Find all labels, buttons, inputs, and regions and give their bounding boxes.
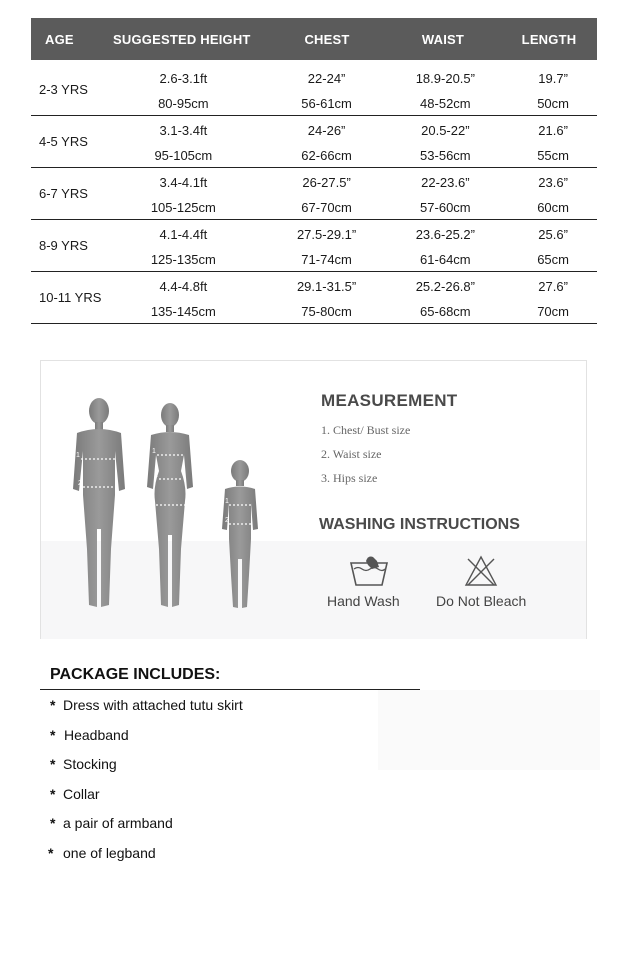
do-not-bleach-label: Do Not Bleach xyxy=(436,593,527,609)
height-ft-cell: 4.1-4.4ft xyxy=(159,227,208,242)
figure-mark: 2 xyxy=(78,480,82,487)
imperial-row xyxy=(31,222,597,247)
package-item-label: Dress with attached tutu skirt xyxy=(63,697,243,713)
size-row-group xyxy=(31,116,597,168)
imperial-row xyxy=(31,118,597,143)
adult-man-figure xyxy=(73,398,125,607)
package-item xyxy=(50,756,117,772)
imperial-row xyxy=(31,170,597,195)
chest-in-cell: 22-24” xyxy=(307,71,346,86)
waist-cm-cell: 65-68cm xyxy=(420,304,471,319)
waist-cm-cell: 57-60cm xyxy=(420,200,471,215)
chest-cm-cell: 67-70cm xyxy=(301,200,352,215)
bullet: * xyxy=(50,697,56,713)
chest-in-cell: 29.1-31.5” xyxy=(296,279,357,294)
package-item xyxy=(48,845,156,861)
figure-mark: 2 xyxy=(225,517,229,524)
metric-row xyxy=(31,299,597,324)
child-figure xyxy=(222,460,258,608)
length-in-cell: 27.6” xyxy=(538,279,568,294)
imperial-row xyxy=(31,274,597,299)
height-cm-cell: 105-125cm xyxy=(150,200,216,215)
length-in-cell: 21.6” xyxy=(538,123,568,138)
imperial-row xyxy=(31,66,597,91)
package-item xyxy=(50,727,129,743)
chest-in-cell: 27.5-29.1” xyxy=(296,227,357,242)
hand-wash-label: Hand Wash xyxy=(327,593,400,609)
bullet: * xyxy=(48,845,54,861)
package-divider xyxy=(40,689,420,690)
chest-cm-cell: 62-66cm xyxy=(301,148,352,163)
washing-title: WASHING INSTRUCTIONS xyxy=(319,516,520,533)
waist-in-cell: 18.9-20.5” xyxy=(415,71,475,86)
length-cm-cell: 50cm xyxy=(537,96,569,111)
waist-in-cell: 23.6-25.2” xyxy=(415,227,475,242)
header-suggested-height: SUGGESTED HEIGHT xyxy=(113,31,251,47)
size-row-group xyxy=(31,168,597,220)
package-item-label: Stocking xyxy=(63,756,117,772)
height-ft-cell: 2.6-3.1ft xyxy=(159,71,208,86)
chest-cm-cell: 56-61cm xyxy=(301,96,352,111)
figure-mark: 1 xyxy=(76,452,80,459)
figure-mark: 1 xyxy=(152,448,156,455)
length-cm-cell: 55cm xyxy=(537,148,569,163)
chest-in-cell: 26-27.5” xyxy=(302,175,351,190)
age-cell: 10-11 YRS xyxy=(39,290,102,305)
age-cell: 2-3 YRS xyxy=(39,82,88,97)
metric-row xyxy=(31,195,597,220)
height-cm-cell: 125-135cm xyxy=(150,252,216,267)
length-cm-cell: 65cm xyxy=(537,252,569,267)
waist-cm-cell: 61-64cm xyxy=(420,252,471,267)
header-waist: WAIST xyxy=(421,31,465,47)
age-cell: 6-7 YRS xyxy=(39,186,88,201)
measurement-panel xyxy=(40,360,587,639)
figure-mark: 1 xyxy=(225,498,229,505)
length-in-cell: 23.6” xyxy=(538,175,568,190)
size-chart-header xyxy=(31,18,597,60)
length-in-cell: 19.7” xyxy=(538,71,568,86)
age-cell: 4-5 YRS xyxy=(39,134,88,149)
metric-row xyxy=(31,91,597,116)
chest-cm-cell: 71-74cm xyxy=(301,252,352,267)
package-item-label: a pair of armband xyxy=(63,815,173,831)
metric-row xyxy=(31,247,597,272)
height-cm-cell: 135-145cm xyxy=(150,304,216,319)
metric-row xyxy=(31,143,597,168)
chest-cm-cell: 75-80cm xyxy=(301,304,352,319)
package-item-label: Collar xyxy=(63,786,100,802)
height-cm-cell: 95-105cm xyxy=(154,148,213,163)
measurement-item: 1. Chest/ Bust size xyxy=(321,423,411,437)
package-item xyxy=(50,815,173,831)
length-cm-cell: 70cm xyxy=(537,304,569,319)
height-ft-cell: 3.1-3.4ft xyxy=(159,123,208,138)
figure-mark: 3 xyxy=(151,498,155,505)
waist-in-cell: 22-23.6” xyxy=(421,175,470,190)
length-in-cell: 25.6” xyxy=(538,227,568,242)
height-ft-cell: 4.4-4.8ft xyxy=(159,279,208,294)
package-item-label: one of legband xyxy=(63,845,156,861)
measurement-title: MEASUREMENT xyxy=(321,391,458,410)
bullet: * xyxy=(50,786,56,802)
header-age: AGE xyxy=(45,31,74,47)
figure-mark: 2 xyxy=(154,472,158,479)
age-cell: 8-9 YRS xyxy=(39,238,88,253)
size-row-group xyxy=(31,220,597,272)
body-figures-illustration xyxy=(53,379,293,619)
background-shade xyxy=(378,690,600,770)
size-row-group xyxy=(31,272,597,324)
package-item-label: Headband xyxy=(64,727,129,743)
package-title: PACKAGE INCLUDES: xyxy=(50,666,221,683)
height-ft-cell: 3.4-4.1ft xyxy=(159,175,208,190)
header-chest: CHEST xyxy=(304,31,350,47)
size-row-group xyxy=(31,64,597,116)
bullet: * xyxy=(50,756,56,772)
waist-cm-cell: 53-56cm xyxy=(420,148,471,163)
chest-in-cell: 24-26” xyxy=(307,123,346,138)
header-length: LENGTH xyxy=(521,31,577,47)
hand-wash-icon xyxy=(348,555,390,589)
package-item xyxy=(50,697,243,713)
do-not-bleach-icon xyxy=(464,555,498,587)
size-chart-table xyxy=(31,18,597,324)
bullet: * xyxy=(50,727,56,743)
measurement-item: 2. Waist size xyxy=(321,447,382,461)
measurement-item: 3. Hips size xyxy=(321,471,378,485)
bullet: * xyxy=(50,815,56,831)
waist-in-cell: 25.2-26.8” xyxy=(415,279,475,294)
length-cm-cell: 60cm xyxy=(537,200,569,215)
waist-cm-cell: 48-52cm xyxy=(420,96,471,111)
height-cm-cell: 80-95cm xyxy=(158,96,209,111)
waist-in-cell: 20.5-22” xyxy=(421,123,470,138)
package-item xyxy=(50,786,100,802)
